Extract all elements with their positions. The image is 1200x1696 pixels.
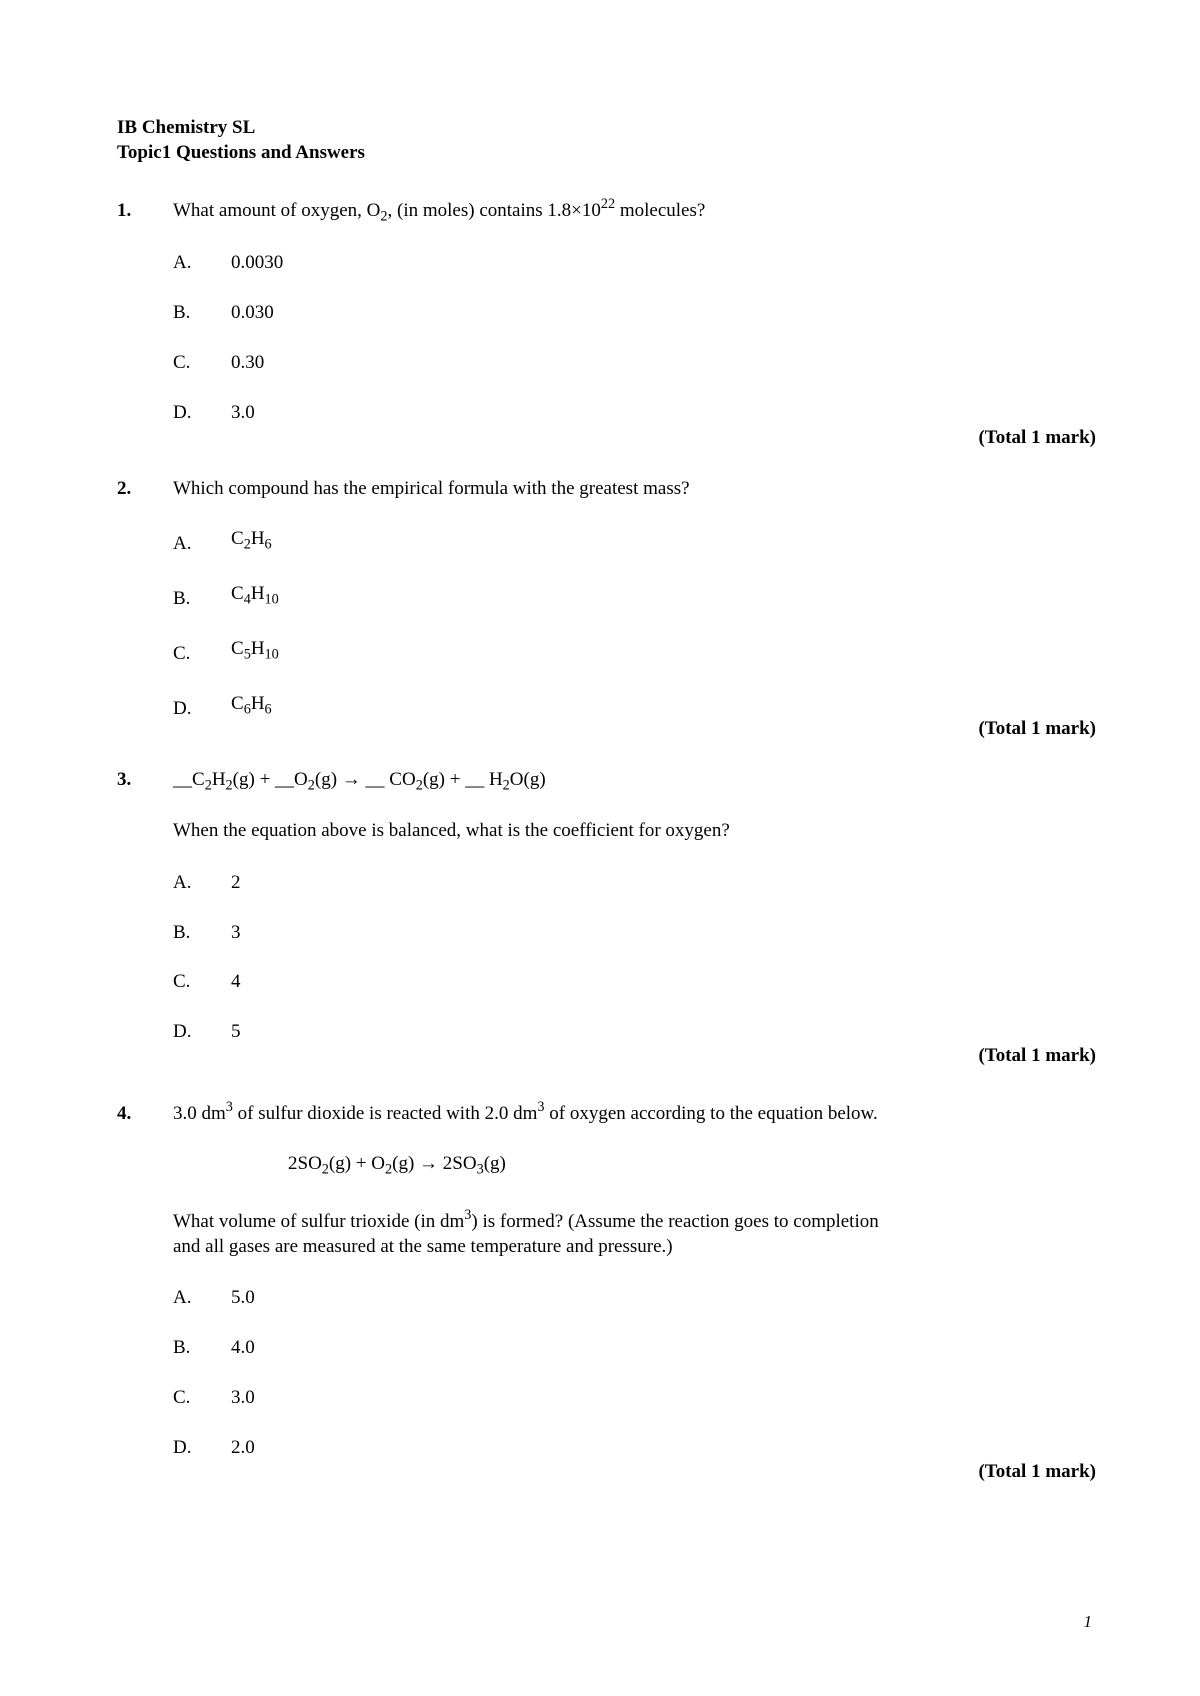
- q1-option-c-value: 0.30: [231, 352, 265, 373]
- question-4-line-2: What volume of sulfur trioxide (in $dm^3$) is formed? (Assume the reaction goes to completion: [173, 1207, 879, 1232]
- document-title: IB Chemistry SL: [117, 117, 256, 138]
- q4-total-mark: (Total 1 mark): [978, 1461, 1096, 1482]
- q3-option-d-letter: D.: [173, 1021, 192, 1042]
- document-subtitle: Topic1 Questions and Answers: [117, 142, 365, 163]
- q3-total-mark: (Total 1 mark): [978, 1045, 1096, 1066]
- q2-option-c-letter: C.: [173, 643, 191, 664]
- question-2-text: Which compound has the empirical formula with the greatest mass?: [173, 478, 690, 499]
- q2-option-d-formula: $C_6H_6$: [231, 693, 272, 718]
- question-4-line-1: 3.0 $dm^3$ of sulfur dioxide is reacted with 2.0 $dm^3$ of oxygen according to the equation below.: [173, 1099, 878, 1124]
- q4-option-d-letter: D.: [173, 1437, 192, 1458]
- q1-option-a-value: 0.0030: [231, 252, 284, 273]
- q2-option-c-formula: $C_5H_{10}$: [231, 638, 279, 663]
- page-number: 1: [1083, 1612, 1092, 1631]
- q3-option-a-letter: A.: [173, 872, 192, 893]
- q2-option-a-formula: $C_2H_6$: [231, 528, 272, 553]
- q3-option-b-value: 3: [231, 922, 241, 943]
- q4-option-a-value: 5.0: [231, 1287, 255, 1308]
- q1-option-b-value: 0.030: [231, 302, 274, 323]
- q4-option-c-letter: C.: [173, 1387, 191, 1408]
- question-3-equation: $\_\_C_2H_2(g)$ + $\_\_O_2(g)$ → __ $CO_2(g)$ + __ $H_2O(g)$: [173, 769, 546, 794]
- question-1-text: What amount of oxygen, $O_2$, (in moles) contains $1.8\times 10^{22}$ molecules?: [173, 196, 706, 225]
- q2-option-d-letter: D.: [173, 698, 192, 719]
- q4-option-d-value: 2.0: [231, 1437, 255, 1458]
- q4-option-c-value: 3.0: [231, 1387, 255, 1408]
- q1-total-mark: (Total 1 mark): [978, 427, 1096, 448]
- question-4-line-3: and all gases are measured at the same temperature and pressure.): [173, 1236, 673, 1257]
- question-2-number: 2.: [117, 478, 132, 499]
- q4-option-b-letter: B.: [173, 1337, 191, 1358]
- q2-option-b-formula: $C_4H_{10}$: [231, 583, 279, 608]
- q1-option-d-value: 3.0: [231, 402, 255, 423]
- question-4-number: 4.: [117, 1103, 132, 1124]
- question-1-number: 1.: [117, 200, 132, 221]
- question-3-text: When the equation above is balanced, what is the coefficient for oxygen?: [173, 820, 730, 841]
- question-4-equation: $2SO_2(g) + O_2(g) \to 2SO_3(g)$: [288, 1153, 506, 1178]
- q2-option-b-letter: B.: [173, 588, 191, 609]
- q2-option-a-letter: A.: [173, 533, 192, 554]
- q3-option-a-value: 2: [231, 872, 241, 893]
- q4-option-a-letter: A.: [173, 1287, 192, 1308]
- q2-total-mark: (Total 1 mark): [978, 718, 1096, 739]
- q1-option-a-letter: A.: [173, 252, 192, 273]
- q1-option-d-letter: D.: [173, 402, 192, 423]
- q3-option-c-letter: C.: [173, 971, 191, 992]
- q4-option-b-value: 4.0: [231, 1337, 255, 1358]
- question-3-number: 3.: [117, 769, 132, 790]
- q1-option-b-letter: B.: [173, 302, 191, 323]
- q3-option-b-letter: B.: [173, 922, 191, 943]
- q1-option-c-letter: C.: [173, 352, 191, 373]
- q3-option-c-value: 4: [231, 971, 241, 992]
- q3-option-d-value: 5: [231, 1021, 241, 1042]
